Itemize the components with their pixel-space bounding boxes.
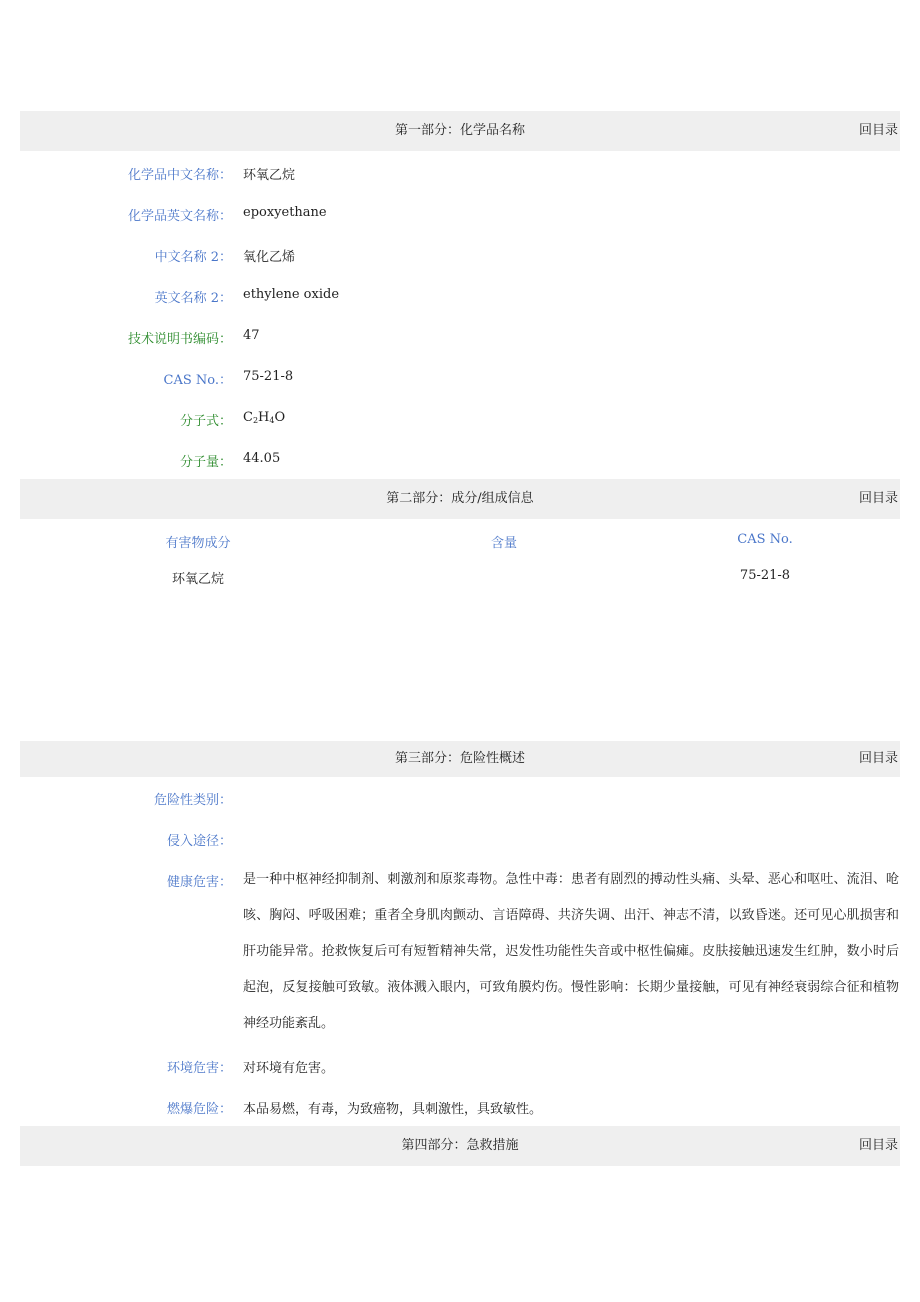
field-row-formula [20,410,900,430]
column-header-content: 含量 [490,536,517,551]
field-value: epoxyethane [243,205,327,220]
field-row-route [20,830,900,850]
formula-part: H [258,410,270,425]
back-to-toc-link[interactable]: 回目录 [858,123,898,138]
field-label: 分子式： [179,414,232,429]
field-label: 化学品英文名称： [127,209,232,224]
field-row-spec-code [20,328,900,348]
field-label: 燃爆危险： [166,1102,232,1117]
field-value: 44.05 [243,451,281,466]
field-label: 环境危害： [166,1061,232,1076]
cell-cas: 75-21-8 [739,568,791,583]
field-label: 英文名称 2： [154,291,232,306]
back-to-toc-link[interactable]: 回目录 [858,491,898,506]
back-to-toc-link[interactable]: 回目录 [858,751,898,766]
section-header-part1 [20,111,900,151]
field-row-environment [20,1057,900,1077]
field-row-fire [20,1098,900,1118]
field-label: 健康危害： [166,875,232,890]
field-label: 侵入途径： [166,834,232,849]
section-header-part4 [20,1126,900,1166]
health-hazard-text: 是一种中枢神经抑制剂、刺激剂和原浆毒物。急性中毒：患者有剧烈的搏动性头痛、头晕、恶心和呕吐、流泪、呛咳、胸闷、呼吸困难；重者全身肌肉颤动、言语障碍、共济失调、出汗、神志不清，以致昏迷。还可见心肌损害和肝功能异常。抢救恢复后可有短暂精神失常，迟发性功能性失音或中枢性偏瘫。皮肤接触迅速发生红肿，数小时后起泡，反复接触可致敏。液体溅入眼内，可致角膜灼伤。慢性影响：长期少量接触，可见有神经衰弱综合征和植物神经功能紊乱。 [243,872,899,1031]
field-value: 75-21-8 [243,369,294,384]
field-value: 47 [243,328,260,343]
field-label: CAS No.： [163,373,232,388]
field-row-cn-name [20,164,900,184]
field-row-en-name-2 [20,287,900,307]
field-row-hazard-class [20,789,900,809]
field-label: 化学品中文名称： [127,168,232,183]
formula-part: O [274,410,286,425]
section-header-part3 [20,741,900,777]
section-title: 第三部分：危险性概述 [394,751,525,766]
formula-subscript: 4 [269,416,275,425]
field-label: 技术说明书编码： [127,332,232,347]
molecular-formula [243,410,285,425]
formula-part: C [243,410,253,425]
section-title: 第二部分：成分/组成信息 [386,491,534,506]
field-value: 对环境有危害。 [243,1061,335,1076]
back-to-toc-link[interactable]: 回目录 [858,1138,898,1153]
field-label: 危险性类别： [153,793,232,808]
section-title: 第一部分：化学品名称 [394,123,525,138]
column-header-cas: CAS No. [737,532,793,547]
cell-component: 环氧乙烷 [171,572,224,587]
field-value: ethylene oxide [243,287,340,302]
field-value: 氧化乙烯 [243,250,296,265]
field-value: 本品易燃，有毒，为致癌物，具刺激性，具致敏性。 [243,1102,543,1117]
section-title: 第四部分：急救措施 [401,1138,519,1153]
field-label: 中文名称 2： [154,250,232,265]
section-header-part2 [20,479,900,519]
field-row-en-name [20,205,900,225]
field-row-mol-weight [20,451,900,471]
field-row-cn-name-2 [20,246,900,266]
column-header-component: 有害物成分 [165,536,231,551]
field-row-cas [20,369,900,389]
field-label: 分子量： [179,455,232,470]
field-value: 环氧乙烷 [243,168,296,183]
formula-subscript: 2 [252,416,259,425]
